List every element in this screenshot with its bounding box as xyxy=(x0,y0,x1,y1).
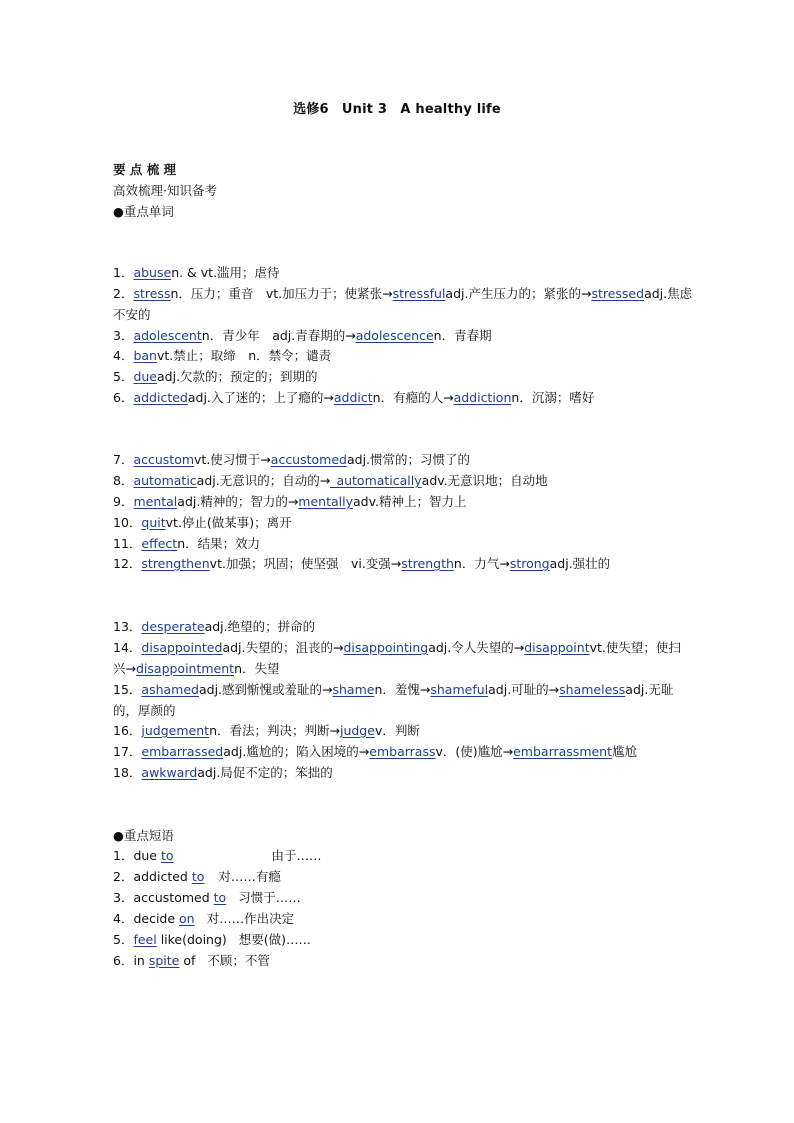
word-item: 12．strengthenvt.加强；巩固；使坚强 vi.变强→strengthn．力气→strongadj.强壮的 xyxy=(113,556,611,571)
answer-word: ashamed xyxy=(141,682,199,697)
answer-word: judge xyxy=(339,723,375,738)
word-item: 10．quitvt.停止(做某事)；离开 xyxy=(113,515,292,530)
word-item: 11．effectn．结果；效力 xyxy=(113,536,261,551)
answer-word: abuse xyxy=(133,265,172,280)
word-item: 18．awkwardadj.局促不定的；笨拙的 xyxy=(113,765,333,780)
answer-word: effect xyxy=(141,536,178,551)
answer-word: accustomed xyxy=(270,452,347,467)
word-item: 7．accustomvt.使习惯于→accustomedadj.惯常的；习惯了的 xyxy=(113,452,471,467)
answer-word: embarrassment xyxy=(513,744,613,759)
answer-word: automatically xyxy=(336,473,422,488)
section-heading: 要 点 梳 理 xyxy=(113,162,177,177)
page-title: 选修6 Unit 3 A healthy life xyxy=(293,102,501,117)
word-item: 5．dueadj.欠款的；预定的；到期的 xyxy=(113,369,318,384)
answer-word: addiction xyxy=(453,390,512,405)
word-item: 9．mentaladj.精神的；智力的→mentallyadv.精神上；智力上 xyxy=(113,494,467,509)
answer-word: strong xyxy=(509,556,550,571)
answer-word: feel xyxy=(133,932,157,947)
answer-word: strengthen xyxy=(141,556,210,571)
answer-word: quit xyxy=(141,515,166,530)
answer-word: stressful xyxy=(392,286,446,301)
word-item: 2．stressn．压力；重音 vt.加压力于；使紧张→stressfuladj.产生压力的；紧张的→stressedadj.焦虑不安的 xyxy=(113,286,693,322)
answer-word: mentally xyxy=(298,494,353,509)
answer-word: disappoint xyxy=(524,640,590,655)
answer-word: embarrass xyxy=(369,744,436,759)
answer-word: accustom xyxy=(133,452,195,467)
words-heading: ●重点单词 xyxy=(113,204,174,219)
word-item: 8．automaticadj.无意识的；自动的→_automaticallyadv.无意识地；自动地 xyxy=(113,473,548,488)
answer-word: addict xyxy=(333,390,373,405)
phrase-item: 1．due to 由于…… xyxy=(113,848,322,863)
phrase-item: 4．decide on 对……作出决定 xyxy=(113,911,295,926)
answer-word: shameless xyxy=(559,682,626,697)
answer-word: disappointing xyxy=(343,640,429,655)
phrases-heading: ●重点短语 xyxy=(113,828,174,843)
answer-word: strength xyxy=(401,556,454,571)
answer-word: stress xyxy=(133,286,171,301)
answer-word: addicted xyxy=(133,390,188,405)
phrase-item: 2．addicted to 对……有瘾 xyxy=(113,869,281,884)
answer-word: stressed xyxy=(591,286,645,301)
answer-word: to xyxy=(213,890,227,905)
answer-word: mental xyxy=(133,494,178,509)
answer-word: embarrassed xyxy=(141,744,224,759)
answer-word: judgement xyxy=(141,723,210,738)
word-item: 1．abusen. & vt.滥用；虐待 xyxy=(113,265,280,280)
section-subheading: 高效梳理·知识备考 xyxy=(113,183,217,198)
word-item: 15．ashamedadj.感到惭愧或羞耻的→shamen．羞愧→shamefuladj.可耻的→shamelessadj.无耻的，厚颜的 xyxy=(113,682,674,718)
answer-word: awkward xyxy=(141,765,198,780)
word-item: 13．desperateadj.绝望的；拼命的 xyxy=(113,619,316,634)
answer-word: automatic xyxy=(133,473,197,488)
answer-word: due xyxy=(133,369,158,384)
answer-word: on xyxy=(179,911,195,926)
answer-word: disappointment xyxy=(135,660,235,676)
answer-word: to xyxy=(191,869,205,884)
word-item: 4．banvt.禁止；取缔 n．禁令；谴责 xyxy=(113,348,332,363)
phrase-item: 5．feel like(doing) 想要(做)…… xyxy=(113,932,312,947)
answer-word: spite xyxy=(148,953,180,968)
answer-word: shame xyxy=(332,682,375,697)
phrase-item: 3．accustomed to 习惯于…… xyxy=(113,890,301,905)
answer-word: shameful xyxy=(430,682,489,697)
phrase-item: 6．in spite of 不顾；不管 xyxy=(113,953,270,968)
word-item: 16．judgementn．看法；判决；判断→judgev．判断 xyxy=(113,723,420,738)
answer-word: adolescence xyxy=(355,328,434,343)
answer-word: disappointed xyxy=(141,640,223,655)
word-item: 17．embarrassedadj.尴尬的；陷入困境的→embarrassv．(使)尴尬→embarrassment尴尬 xyxy=(113,744,638,759)
answer-word: adolescent xyxy=(133,328,202,343)
word-item: 14．disappointedadj.失望的；沮丧的→disappointingadj.令人失望的→disappointvt.使失望；使扫兴→disappointmentn．失望 xyxy=(113,640,681,676)
word-item: 3．adolescentn．青少年 adj.青春期的→adolescencen．青春期 xyxy=(113,328,492,343)
answer-word: desperate xyxy=(141,619,205,634)
word-item: 6．addictedadj.入了迷的；上了瘾的→addictn．有瘾的人→addictionn．沉溺；嗜好 xyxy=(113,390,595,405)
answer-word: to xyxy=(160,848,174,863)
answer-word: ban xyxy=(133,348,157,363)
